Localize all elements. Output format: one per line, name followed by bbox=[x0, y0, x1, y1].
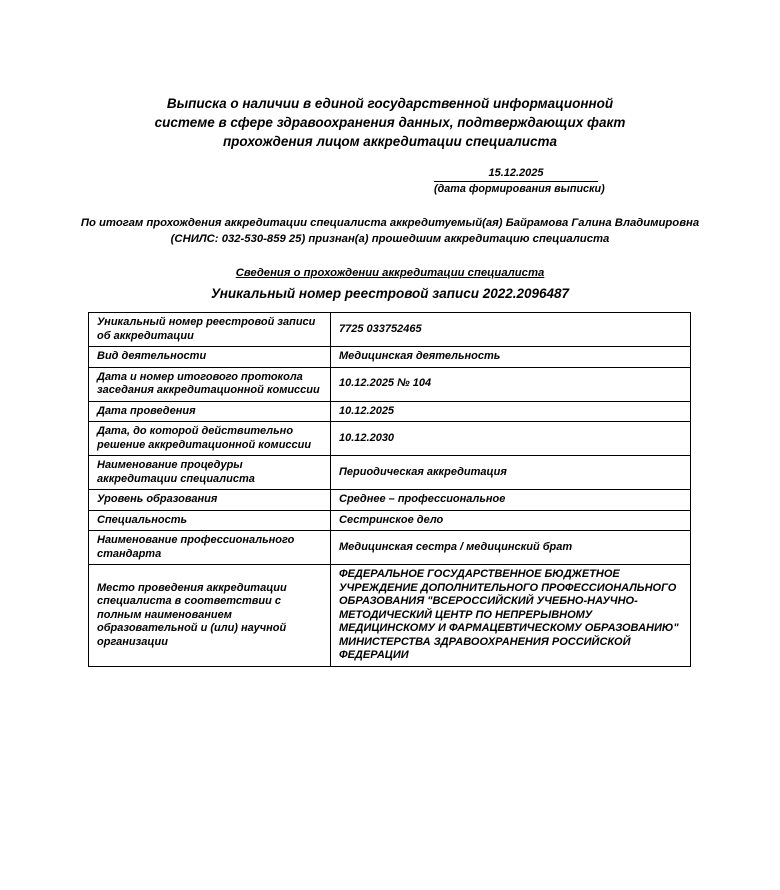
title-line-1: Выписка о наличии в единой государственной информационной bbox=[166, 96, 614, 111]
row-label-cell: Дата и номер итогового протокола заседания аккредитационной комиссии bbox=[89, 367, 331, 401]
row-label-cell: Вид деятельности bbox=[89, 347, 331, 368]
row-label-cell: Наименование профессионального стандарта bbox=[89, 531, 331, 565]
row-label-cell: Дата, до которой действительно решение аккредитационной комиссии bbox=[89, 422, 331, 456]
row-label-cell: Уровень образования bbox=[89, 490, 331, 511]
document-title bbox=[0, 94, 780, 151]
row-value-cell: 7725 033752465 bbox=[331, 313, 691, 347]
table-row-procedure-name bbox=[89, 456, 691, 490]
row-value-cell: Медицинская сестра / медицинский брат bbox=[331, 531, 691, 565]
row-value-cell: Среднее – профессиональное bbox=[331, 490, 691, 511]
table-row-protocol bbox=[89, 367, 691, 401]
row-value-cell: Медицинская деятельность bbox=[331, 347, 691, 368]
table-row-registry-number bbox=[89, 313, 691, 347]
row-label-cell: Специальность bbox=[89, 510, 331, 531]
row-value-cell: ФЕДЕРАЛЬНОЕ ГОСУДАРСТВЕННОЕ БЮДЖЕТНОЕ УЧРЕЖДЕНИЕ ДОПОЛНИТЕЛЬНОГО ПРОФЕССИОНАЛЬНОГО ОБРАЗОВАНИЯ "ВСЕРОССИЙСКИЙ УЧЕБНО-НАУЧНО-МЕТОДИЧЕСКИЙ ЦЕНТР ПО НЕПРЕРЫВНОМУ МЕДИЦИНСКОМУ И ФАРМАЦЕВТИЧЕСКОМУ ОБРАЗОВАНИЮ" МИНИСТЕРСТВА ЗДРАВООХРАНЕНИЯ РОССИЙСКОЙ ФЕДЕРАЦИИ bbox=[331, 565, 691, 667]
registry-number-line: Уникальный номер реестровой записи 2022.2096487 bbox=[210, 286, 570, 301]
extract-date-caption: (дата формирования выписки) bbox=[434, 183, 605, 195]
accreditation-details-table bbox=[88, 312, 691, 667]
table-row-specialty bbox=[89, 510, 691, 531]
table-row-date-held bbox=[89, 401, 691, 422]
title-line-3: прохождения лицом аккредитации специалиста bbox=[222, 134, 558, 149]
row-label-cell: Наименование процедуры аккредитации специалиста bbox=[89, 456, 331, 490]
extract-date-block bbox=[434, 167, 605, 195]
row-value-cell: 10.12.2025 № 104 bbox=[331, 367, 691, 401]
row-value-cell: 10.12.2025 bbox=[331, 401, 691, 422]
accreditation-table-body bbox=[89, 313, 691, 667]
section-heading: Сведения о прохождении аккредитации специалиста bbox=[235, 267, 545, 279]
table-row-education-level bbox=[89, 490, 691, 511]
row-label-cell: Уникальный номер реестровой записи об аккредитации bbox=[89, 313, 331, 347]
table-row-activity-type bbox=[89, 347, 691, 368]
row-label-cell: Место проведения аккредитации специалиста в соответствии с полным наименованием образовательной и (или) научной организации bbox=[89, 565, 331, 667]
title-line-2: системе в сфере здравоохранения данных, подтверждающих факт bbox=[154, 115, 626, 130]
row-value-cell: 10.12.2030 bbox=[331, 422, 691, 456]
row-value-cell: Периодическая аккредитация bbox=[331, 456, 691, 490]
row-label-cell: Дата проведения bbox=[89, 401, 331, 422]
table-row-professional-standard bbox=[89, 531, 691, 565]
extract-date-value: 15.12.2025 bbox=[434, 167, 598, 182]
table-row-accreditation-place bbox=[89, 565, 691, 667]
row-value-cell: Сестринское дело bbox=[331, 510, 691, 531]
intro-paragraph: По итогам прохождения аккредитации специалиста аккредитуемый(ая) Байрамова Галина Владимировна (СНИЛС: 032-530-859 25) признан(а) прошедшим аккредитацию специалиста bbox=[80, 217, 700, 245]
table-row-valid-until bbox=[89, 422, 691, 456]
